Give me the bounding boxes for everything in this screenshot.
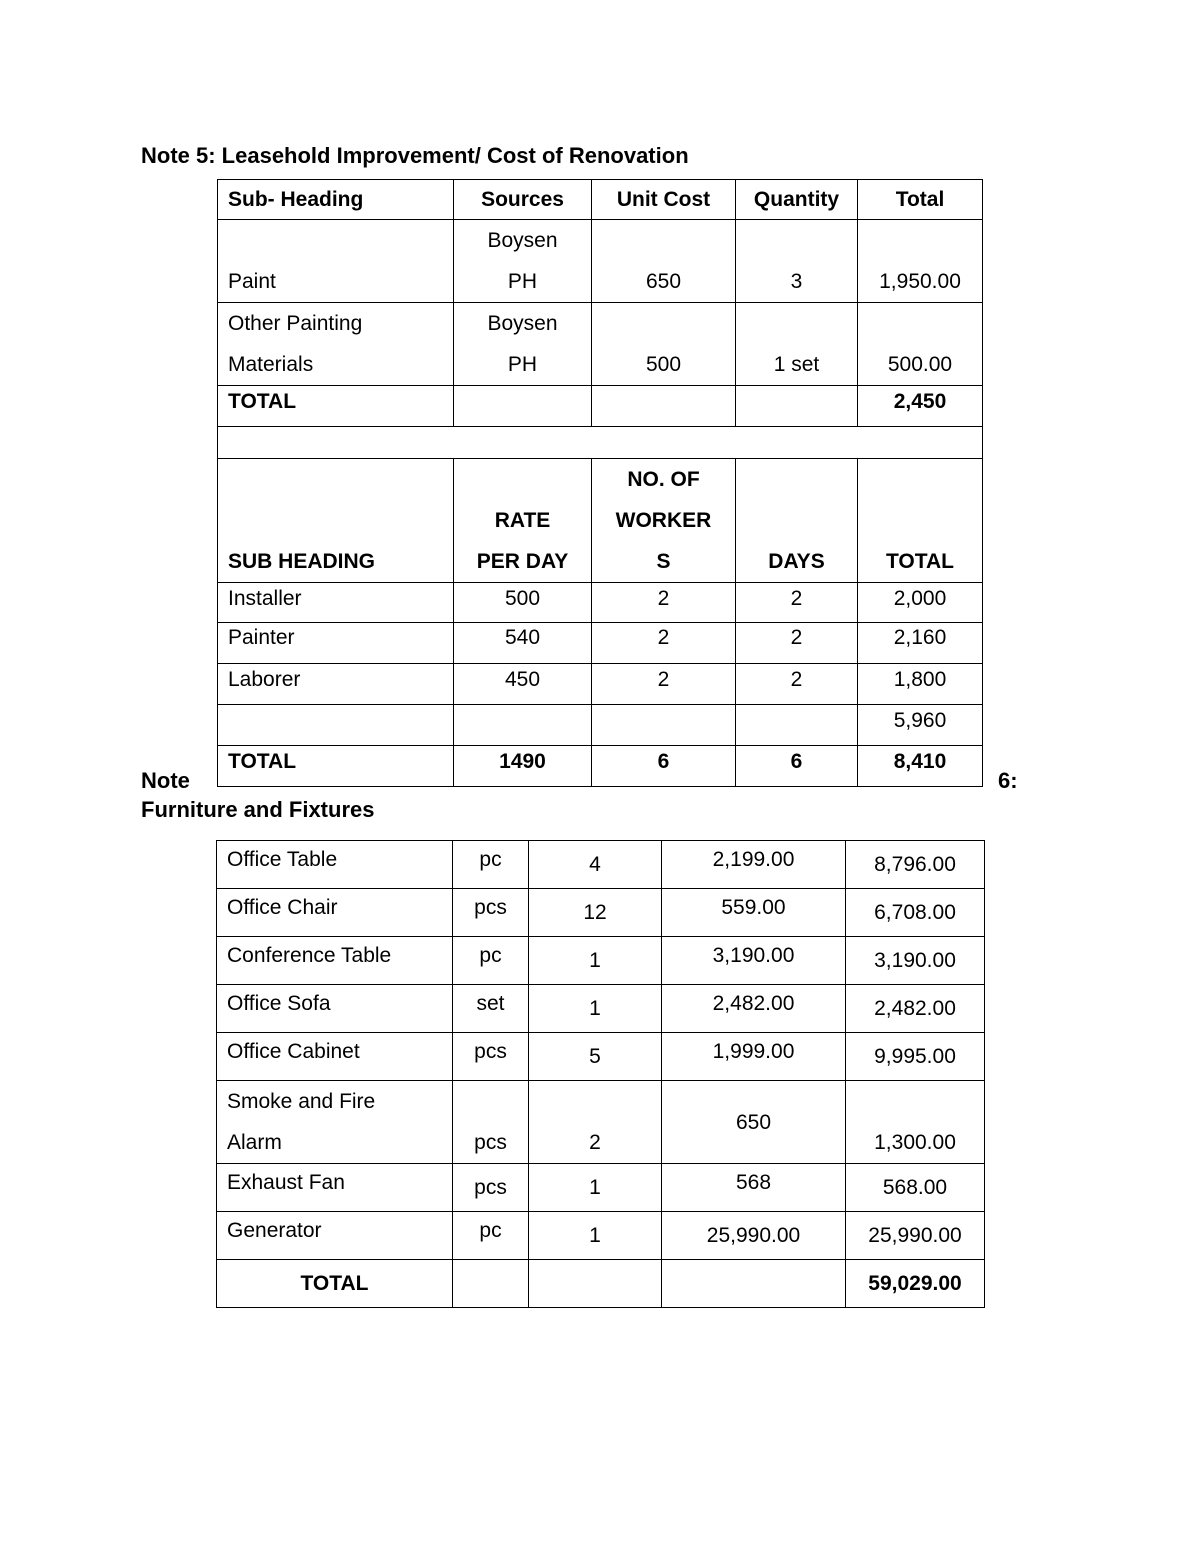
- furniture-item: Generator: [217, 1212, 453, 1260]
- furniture-total: 25,990.00: [846, 1212, 985, 1260]
- furniture-item: Office Sofa: [217, 985, 453, 1033]
- labor-total-workers: 6: [592, 746, 736, 787]
- furniture-price: 2,199.00: [662, 841, 846, 889]
- furniture-total-label: TOTAL: [217, 1260, 453, 1308]
- empty-cell: [592, 386, 736, 427]
- labor-total-rate: 1490: [454, 746, 592, 787]
- furniture-item: Office Table: [217, 841, 453, 889]
- empty-cell: [454, 386, 592, 427]
- labor-row: [218, 583, 983, 623]
- labor-total-days: 6: [736, 746, 858, 787]
- furniture-price: 1,999.00: [662, 1033, 846, 1081]
- material-unit-cost: 500: [592, 303, 736, 386]
- labor-rate: 540: [454, 623, 592, 664]
- furniture-unit: pc: [453, 1212, 529, 1260]
- header-unit-cost: Unit Cost: [592, 180, 736, 220]
- labor-header-days: DAYS: [736, 459, 858, 583]
- furniture-row: [217, 1212, 985, 1260]
- material-source: Boysen PH: [454, 303, 592, 386]
- furniture-unit: pcs: [453, 889, 529, 937]
- spacer-cell: [218, 427, 983, 459]
- labor-subtotal: 5,960: [858, 705, 983, 746]
- furniture-unit: pc: [453, 937, 529, 985]
- furniture-price: 568: [662, 1164, 846, 1212]
- header-sources: Sources: [454, 180, 592, 220]
- materials-row: [218, 220, 983, 303]
- furniture-unit: pcs: [453, 1164, 529, 1212]
- furniture-total: 8,796.00: [846, 841, 985, 889]
- labor-header-rate: RATE PER DAY: [454, 459, 592, 583]
- labor-days: 2: [736, 583, 858, 623]
- material-sub-heading: Paint: [218, 220, 454, 303]
- furniture-price: 25,990.00: [662, 1212, 846, 1260]
- furniture-qty: 2: [529, 1081, 662, 1164]
- furniture-row: [217, 841, 985, 889]
- furniture-qty: 1: [529, 1212, 662, 1260]
- material-sub-heading: Other Painting Materials: [218, 303, 454, 386]
- note5-title: Note 5: Leasehold Improvement/ Cost of Renovation: [141, 143, 689, 168]
- labor-label: Painter: [218, 623, 454, 664]
- furniture-total: 6,708.00: [846, 889, 985, 937]
- furniture-qty: 5: [529, 1033, 662, 1081]
- empty-cell: [736, 386, 858, 427]
- furniture-row: [217, 1164, 985, 1212]
- labor-total-label: TOTAL: [218, 746, 454, 787]
- labor-total: 2,000: [858, 583, 983, 623]
- materials-total-label: TOTAL: [218, 386, 454, 427]
- furniture-qty: 4: [529, 841, 662, 889]
- furniture-table: [216, 840, 985, 1308]
- labor-label: Laborer: [218, 664, 454, 705]
- labor-total-row: [218, 746, 983, 787]
- empty-cell: [592, 705, 736, 746]
- material-quantity: 1 set: [736, 303, 858, 386]
- furniture-row: [217, 889, 985, 937]
- furniture-total-value: 59,029.00: [846, 1260, 985, 1308]
- furniture-price: 650: [662, 1081, 846, 1164]
- note6-title-right: 6:: [998, 768, 1018, 793]
- labor-days: 2: [736, 623, 858, 664]
- materials-header-row: [218, 180, 983, 220]
- furniture-price: 559.00: [662, 889, 846, 937]
- furniture-qty: 1: [529, 1164, 662, 1212]
- labor-label: Installer: [218, 583, 454, 623]
- furniture-item: Office Cabinet: [217, 1033, 453, 1081]
- labor-header-total: TOTAL: [858, 459, 983, 583]
- furniture-total: 3,190.00: [846, 937, 985, 985]
- materials-total-row: [218, 386, 983, 427]
- furniture-total: 2,482.00: [846, 985, 985, 1033]
- furniture-row: [217, 937, 985, 985]
- empty-cell: [218, 705, 454, 746]
- empty-cell: [453, 1260, 529, 1308]
- labor-rate: 450: [454, 664, 592, 705]
- furniture-qty: 1: [529, 985, 662, 1033]
- labor-workers: 2: [592, 664, 736, 705]
- labor-header-row: [218, 459, 983, 583]
- furniture-row: [217, 985, 985, 1033]
- renovation-table: [217, 179, 983, 787]
- labor-row: [218, 623, 983, 664]
- material-unit-cost: 650: [592, 220, 736, 303]
- furniture-total: 568.00: [846, 1164, 985, 1212]
- labor-row: [218, 664, 983, 705]
- furniture-price: 3,190.00: [662, 937, 846, 985]
- furniture-price: 2,482.00: [662, 985, 846, 1033]
- spacer-row: [218, 427, 983, 459]
- header-total: Total: [858, 180, 983, 220]
- labor-days: 2: [736, 664, 858, 705]
- empty-cell: [662, 1260, 846, 1308]
- furniture-qty: 12: [529, 889, 662, 937]
- labor-rate: 500: [454, 583, 592, 623]
- furniture-item: Smoke and Fire Alarm: [217, 1081, 453, 1164]
- note6-title-subject: Furniture and Fixtures: [141, 797, 375, 822]
- labor-workers: 2: [592, 583, 736, 623]
- labor-total-value: 8,410: [858, 746, 983, 787]
- furniture-unit: pc: [453, 841, 529, 889]
- material-total: 500.00: [858, 303, 983, 386]
- header-sub-heading: Sub- Heading: [218, 180, 454, 220]
- furniture-row: [217, 1033, 985, 1081]
- material-quantity: 3: [736, 220, 858, 303]
- furniture-unit: pcs: [453, 1081, 529, 1164]
- material-total: 1,950.00: [858, 220, 983, 303]
- labor-total: 2,160: [858, 623, 983, 664]
- labor-header-sub-heading: SUB HEADING: [218, 459, 454, 583]
- furniture-item: Conference Table: [217, 937, 453, 985]
- furniture-total-row: [217, 1260, 985, 1308]
- note6-title-left: Note: [141, 768, 190, 793]
- labor-workers: 2: [592, 623, 736, 664]
- labor-header-workers: NO. OF WORKER S: [592, 459, 736, 583]
- empty-cell: [454, 705, 592, 746]
- empty-cell: [736, 705, 858, 746]
- furniture-total: 1,300.00: [846, 1081, 985, 1164]
- furniture-row: [217, 1081, 985, 1164]
- furniture-item: Exhaust Fan: [217, 1164, 453, 1212]
- furniture-qty: 1: [529, 937, 662, 985]
- furniture-unit: pcs: [453, 1033, 529, 1081]
- materials-row: [218, 303, 983, 386]
- furniture-item: Office Chair: [217, 889, 453, 937]
- labor-subtotal-row: [218, 705, 983, 746]
- furniture-unit: set: [453, 985, 529, 1033]
- materials-total-value: 2,450: [858, 386, 983, 427]
- material-source: Boysen PH: [454, 220, 592, 303]
- labor-total: 1,800: [858, 664, 983, 705]
- furniture-total: 9,995.00: [846, 1033, 985, 1081]
- empty-cell: [529, 1260, 662, 1308]
- header-quantity: Quantity: [736, 180, 858, 220]
